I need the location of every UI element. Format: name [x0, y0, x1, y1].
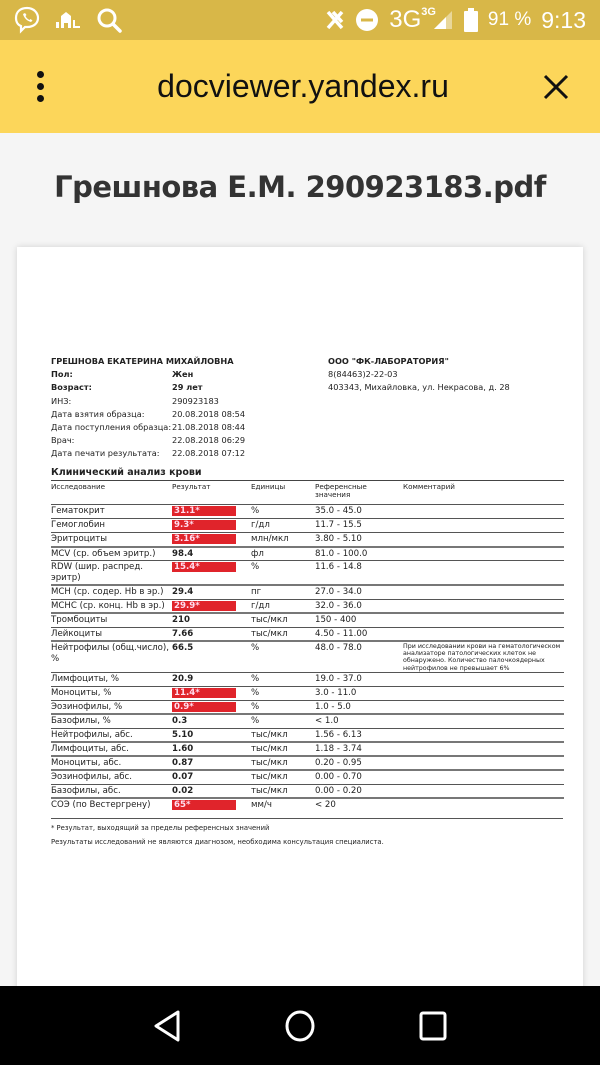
table-row — [51, 686, 564, 700]
test-comment-cell — [403, 756, 564, 770]
test-name: Нейтрофилы, абс. — [51, 729, 133, 740]
test-result-cell — [172, 784, 251, 798]
search-icon — [96, 7, 122, 33]
test-result: 66.5 — [172, 643, 194, 653]
test-result: 0.3 — [172, 716, 188, 727]
test-result-cell — [172, 714, 251, 728]
test-reference: 150 - 400 — [315, 615, 357, 625]
test-units-cell — [251, 672, 315, 686]
table-row — [51, 756, 564, 770]
back-button[interactable] — [137, 996, 197, 1056]
test-result: 29.9* — [172, 601, 236, 611]
test-units: тыс/мкл — [251, 758, 288, 769]
test-reference-cell — [315, 613, 403, 627]
test-name: Гемоглобин — [51, 520, 106, 530]
test-units: % — [251, 506, 260, 516]
table-row — [51, 585, 564, 599]
test-result-cell — [172, 700, 251, 714]
test-result-cell — [172, 519, 251, 533]
test-name-cell — [51, 700, 172, 714]
field-label: Дата поступления образца: — [51, 421, 172, 432]
patient-field — [51, 434, 245, 447]
footnote: * Результат, выходящий за пределы референсных значений — [51, 818, 563, 832]
test-name-cell — [51, 547, 172, 561]
table-row — [51, 613, 564, 627]
test-comment-cell — [403, 728, 564, 742]
test-units-cell — [251, 547, 315, 561]
test-comment-cell — [403, 533, 564, 547]
test-result-cell — [172, 770, 251, 784]
test-units: фл — [251, 548, 264, 559]
test-reference-cell — [315, 627, 403, 641]
test-name-cell — [51, 519, 172, 533]
patient-fields — [51, 368, 245, 460]
field-value: 21.08.2018 08:44 — [172, 421, 246, 432]
test-reference-cell — [315, 533, 403, 547]
field-label: ИНЗ: — [51, 395, 72, 406]
test-result: 0.87 — [172, 758, 194, 769]
test-name-cell — [51, 641, 172, 672]
test-comment-cell — [403, 742, 564, 756]
test-name-cell — [51, 784, 172, 798]
test-result: 31.1* — [172, 506, 236, 516]
test-name-cell — [51, 714, 172, 728]
test-name: Эритроциты — [51, 534, 107, 544]
test-units-cell — [251, 798, 315, 812]
test-reference-cell — [315, 672, 403, 686]
field-label: Дата печати результата: — [51, 448, 160, 459]
test-result-cell — [172, 547, 251, 561]
test-name-cell — [51, 599, 172, 613]
test-reference-cell — [315, 519, 403, 533]
test-comment: При исследовании крови на гематологическом анализаторе патологических клеток не обнаружено. Количество палочкоядерных нейтрофилов не превышает 6% — [403, 643, 561, 672]
report-header — [51, 355, 563, 465]
field-label: Возраст: — [51, 382, 92, 393]
network-type — [389, 6, 436, 34]
table-row — [51, 641, 564, 672]
header-result: Результат — [172, 481, 251, 505]
test-comment-cell — [403, 547, 564, 561]
recents-icon — [418, 1010, 448, 1042]
test-result-cell — [172, 728, 251, 742]
test-name-cell — [51, 533, 172, 547]
more-vertical-icon-dot — [37, 83, 44, 90]
test-units-cell — [251, 742, 315, 756]
patient-info — [51, 355, 245, 461]
test-result: 0.9* — [172, 702, 236, 712]
test-name: Базофилы, % — [51, 716, 111, 727]
test-result-cell — [172, 505, 251, 519]
test-result-cell — [172, 686, 251, 700]
table-row — [51, 505, 564, 519]
test-name-cell — [51, 728, 172, 742]
table-row — [51, 627, 564, 641]
test-result: 5.10 — [172, 729, 194, 740]
test-result: 3.16* — [172, 534, 236, 544]
test-units: % — [251, 716, 260, 727]
field-value: 290923183 — [172, 395, 219, 406]
test-name: Базофилы, абс. — [51, 785, 121, 796]
test-units-cell — [251, 728, 315, 742]
test-result: 20.9 — [172, 673, 194, 684]
test-result: 65* — [172, 800, 236, 810]
test-comment-cell — [403, 770, 564, 784]
test-comment-cell — [403, 700, 564, 714]
test-name-cell — [51, 613, 172, 627]
test-result-cell — [172, 561, 251, 586]
test-units-cell — [251, 561, 315, 586]
field-value: 20.08.2018 08:54 — [172, 408, 246, 419]
test-comment-cell — [403, 585, 564, 599]
test-reference: 11.7 - 15.5 — [315, 520, 362, 530]
table-row — [51, 599, 564, 613]
field-value: 22.08.2018 06:29 — [172, 435, 246, 446]
test-result: 1.60 — [172, 744, 194, 755]
test-units-cell — [251, 613, 315, 627]
test-units: г/дл — [251, 600, 270, 611]
test-reference: 81.0 - 100.0 — [315, 548, 368, 559]
test-units: тыс/мкл — [251, 729, 288, 740]
test-name-cell — [51, 585, 172, 599]
test-reference: 1.56 - 6.13 — [315, 729, 362, 740]
app-bar — [0, 40, 600, 133]
field-value: 29 лет — [172, 382, 203, 393]
clock: 9:13 — [541, 6, 586, 33]
test-units-cell — [251, 533, 315, 547]
table-header-row — [51, 481, 564, 505]
notification-app-icon — [54, 10, 82, 30]
test-result-cell — [172, 533, 251, 547]
test-result: 9.3* — [172, 520, 236, 530]
navigation-bar — [0, 986, 600, 1065]
battery-icon — [464, 8, 478, 32]
table-row — [51, 714, 564, 728]
x-app-icon — [325, 10, 345, 30]
table-row — [51, 700, 564, 714]
field-label: Врач: — [51, 435, 75, 446]
patient-field — [51, 395, 245, 408]
test-name: Гематокрит — [51, 506, 105, 516]
test-name-cell — [51, 742, 172, 756]
lab-phone: 8(84463)2-22-03 — [328, 369, 398, 380]
recents-button[interactable] — [403, 996, 463, 1056]
test-name: Лейкоциты — [51, 628, 103, 639]
results-table — [51, 480, 564, 812]
table-row — [51, 672, 564, 686]
test-comment-cell — [403, 561, 564, 586]
test-reference: 0.20 - 0.95 — [315, 758, 362, 769]
lab-info — [328, 355, 510, 395]
test-units-cell — [251, 599, 315, 613]
header-comment: Комментарий — [403, 481, 564, 505]
test-comment-cell — [403, 641, 564, 672]
test-result: 11.4* — [172, 688, 236, 698]
battery-level: 91 % — [487, 9, 532, 30]
status-bar — [0, 0, 600, 40]
test-name-cell — [51, 798, 172, 812]
test-name: Лимфоциты, % — [51, 673, 119, 684]
test-units-cell — [251, 627, 315, 641]
test-name: Лимфоциты, абс. — [51, 744, 129, 755]
test-units-cell — [251, 505, 315, 519]
test-name-cell — [51, 686, 172, 700]
more-vertical-icon-dot — [37, 95, 44, 102]
lab-name: ООО "ФК-ЛАБОРАТОРИЯ" — [328, 356, 449, 366]
test-result-cell — [172, 756, 251, 770]
test-reference: < 20 — [315, 800, 336, 811]
test-reference-cell — [315, 547, 403, 561]
test-units: тыс/мкл — [251, 785, 288, 796]
test-name: Нейтрофилы (общ.число), % — [51, 643, 169, 664]
test-result: 0.02 — [172, 785, 194, 796]
test-units-cell — [251, 641, 315, 672]
test-name: RDW (шир. распред. эритр) — [51, 562, 144, 583]
test-reference-cell — [315, 742, 403, 756]
lab-address: 403343, Михайловка, ул. Некрасова, д. 28 — [328, 382, 510, 393]
test-name-cell — [51, 770, 172, 784]
test-result-cell — [172, 742, 251, 756]
header-units: Единицы — [251, 481, 315, 505]
test-result: 15.4* — [172, 562, 236, 572]
test-reference: 4.50 - 11.00 — [315, 628, 368, 639]
test-reference-cell — [315, 798, 403, 812]
test-units: % — [251, 562, 260, 572]
test-name: Моноциты, абс. — [51, 758, 122, 769]
test-name-cell — [51, 627, 172, 641]
test-comment-cell — [403, 686, 564, 700]
test-result-cell — [172, 798, 251, 812]
test-reference-cell — [315, 599, 403, 613]
patient-field — [51, 368, 245, 381]
test-name-cell — [51, 505, 172, 519]
test-units: мм/ч — [251, 800, 272, 811]
field-value: Жен — [172, 369, 194, 380]
test-reference: 1.18 - 3.74 — [315, 744, 362, 755]
patient-field — [51, 408, 245, 421]
test-comment-cell — [403, 784, 564, 798]
test-name: MCH (ср. содер. Hb в эр.) — [51, 587, 164, 597]
page-url: docviewer.yandex.ru — [157, 68, 449, 104]
test-units-cell — [251, 686, 315, 700]
test-units: тыс/мкл — [251, 744, 288, 755]
test-comment-cell — [403, 613, 564, 627]
patient-field — [51, 447, 245, 460]
test-reference: 32.0 - 36.0 — [315, 600, 362, 611]
test-reference-cell — [315, 561, 403, 586]
test-name: Моноциты, % — [51, 687, 112, 698]
test-units: тыс/мкл — [251, 615, 288, 625]
test-reference-cell — [315, 686, 403, 700]
signal-icon — [432, 9, 454, 31]
test-reference-cell — [315, 756, 403, 770]
test-name: Эозинофилы, абс. — [51, 772, 132, 783]
test-result: 29.4 — [172, 587, 194, 597]
test-name: MCV (ср. объем эритр.) — [51, 548, 156, 559]
more-vertical-icon — [37, 71, 44, 78]
more-menu-button[interactable] — [10, 57, 70, 117]
test-units: % — [251, 643, 260, 653]
test-reference-cell — [315, 784, 403, 798]
test-result: 0.07 — [172, 772, 194, 783]
test-units-cell — [251, 714, 315, 728]
test-result-cell — [172, 672, 251, 686]
test-comment-cell — [403, 599, 564, 613]
test-reference: < 1.0 — [315, 716, 339, 727]
test-name: СОЭ (по Вестергрену) — [51, 800, 151, 811]
test-result-cell — [172, 585, 251, 599]
test-units: пг — [251, 587, 262, 597]
test-units-cell — [251, 756, 315, 770]
header-reference: Референсные значения — [315, 481, 403, 505]
patient-field — [51, 381, 245, 394]
test-name: MCHC (ср. конц. Hb в эр.) — [51, 600, 165, 611]
test-reference: 48.0 - 78.0 — [315, 643, 362, 653]
test-units: % — [251, 687, 260, 698]
field-label: Пол: — [51, 369, 73, 380]
test-result: 98.4 — [172, 548, 194, 559]
test-comment-cell — [403, 627, 564, 641]
test-reference: 3.0 - 11.0 — [315, 687, 357, 698]
document-title: Грешнова Е.М. 290923183.pdf — [54, 170, 546, 204]
test-reference-cell — [315, 585, 403, 599]
table-row — [51, 770, 564, 784]
patient-name: ГРЕШНОВА ЕКАТЕРИНА МИХАЙЛОВНА — [51, 356, 234, 366]
test-reference-cell — [315, 700, 403, 714]
disclaimer: Результаты исследований не являются диагнозом, необходима консультация специалиста. — [51, 838, 384, 847]
test-reference: 3.80 - 5.10 — [315, 534, 362, 544]
test-reference: 0.00 - 0.70 — [315, 772, 362, 783]
test-reference: 27.0 - 34.0 — [315, 587, 362, 597]
test-units: % — [251, 701, 260, 712]
field-label: Дата взятия образца: — [51, 408, 145, 419]
test-reference-cell — [315, 505, 403, 519]
test-result-cell — [172, 627, 251, 641]
test-units-cell — [251, 770, 315, 784]
test-units: тыс/мкл — [251, 772, 288, 783]
test-result: 210 — [172, 615, 190, 625]
test-reference-cell — [315, 714, 403, 728]
test-units-cell — [251, 700, 315, 714]
table-row — [51, 533, 564, 547]
viber-icon — [14, 6, 40, 34]
home-button[interactable] — [270, 996, 330, 1056]
test-units: % — [251, 673, 260, 684]
test-result-cell — [172, 613, 251, 627]
test-comment-cell — [403, 672, 564, 686]
table-row — [51, 547, 564, 561]
patient-field — [51, 421, 245, 434]
test-comment-cell — [403, 798, 564, 812]
table-row — [51, 798, 564, 812]
test-result-cell — [172, 641, 251, 672]
test-reference: 0.00 - 0.20 — [315, 785, 362, 796]
network-sup-label: 3G — [421, 6, 436, 18]
table-row — [51, 519, 564, 533]
test-units: млн/мкл — [251, 534, 289, 544]
test-reference: 11.6 - 14.8 — [315, 562, 362, 572]
home-icon — [283, 1009, 317, 1043]
test-name: Эозинофилы, % — [51, 701, 123, 712]
test-name-cell — [51, 561, 172, 586]
test-comment-cell — [403, 505, 564, 519]
close-button[interactable] — [526, 57, 586, 117]
close-icon — [543, 74, 569, 100]
test-reference-cell — [315, 641, 403, 672]
back-icon — [152, 1009, 182, 1043]
pdf-page[interactable] — [17, 247, 583, 1007]
test-reference: 35.0 - 45.0 — [315, 506, 362, 516]
test-units-cell — [251, 784, 315, 798]
table-row — [51, 742, 564, 756]
test-reference-cell — [315, 770, 403, 784]
test-result: 7.66 — [172, 628, 194, 639]
test-reference: 1.0 - 5.0 — [315, 701, 351, 712]
table-row — [51, 784, 564, 798]
test-name-cell — [51, 756, 172, 770]
do-not-disturb-icon — [355, 8, 379, 32]
test-result-cell — [172, 599, 251, 613]
test-name-cell — [51, 672, 172, 686]
table-row — [51, 728, 564, 742]
test-name: Тромбоциты — [51, 615, 108, 625]
table-row — [51, 561, 564, 586]
test-units-cell — [251, 585, 315, 599]
section-title: Клинический анализ крови — [51, 467, 202, 478]
field-value: 22.08.2018 07:12 — [172, 448, 246, 459]
test-reference: 19.0 - 37.0 — [315, 673, 362, 684]
header-test: Исследование — [51, 481, 172, 505]
test-comment-cell — [403, 714, 564, 728]
test-units-cell — [251, 519, 315, 533]
network-label: 3G — [389, 6, 422, 33]
test-reference-cell — [315, 728, 403, 742]
test-comment-cell — [403, 519, 564, 533]
test-units: тыс/мкл — [251, 628, 288, 639]
pdf-content — [51, 355, 563, 846]
test-units: г/дл — [251, 520, 270, 530]
